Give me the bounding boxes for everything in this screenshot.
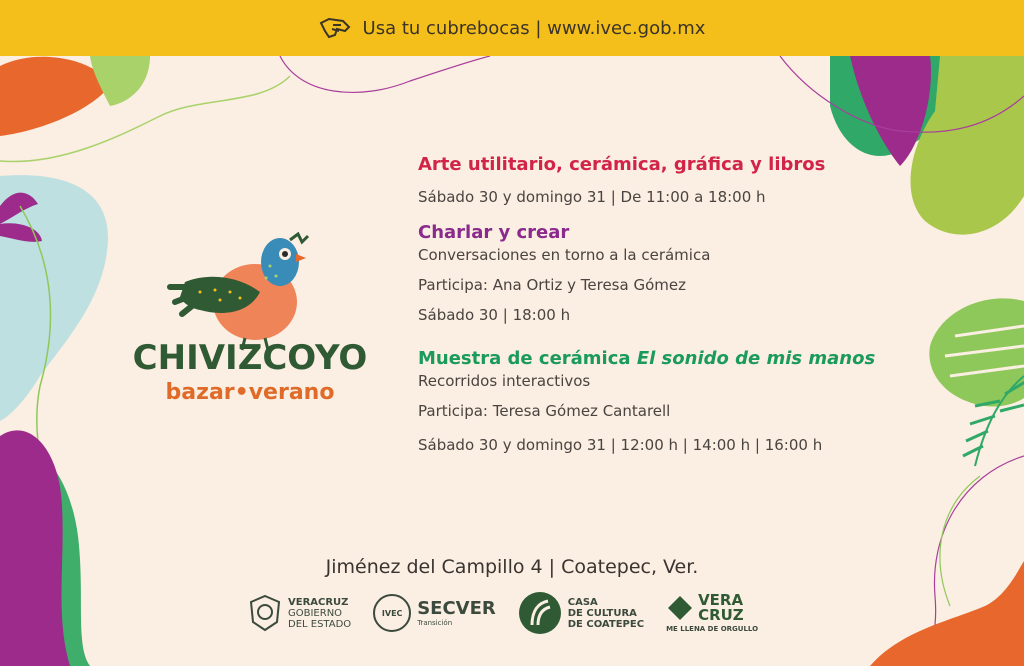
event-3-participants: Participa: Teresa Gómez Cantarell xyxy=(418,402,671,420)
event-2-desc: Conversaciones en torno a la cerámica xyxy=(418,246,711,264)
ivec-mark-text: IVEC xyxy=(381,608,403,618)
secver-tag: Transición xyxy=(417,619,453,627)
hand-sanitizer-icon xyxy=(319,15,353,41)
event-3-desc: Recorridos interactivos xyxy=(418,372,591,390)
casa-cultura-emblem-icon xyxy=(518,591,562,635)
event-3 xyxy=(418,347,898,455)
secver-name: SECVER xyxy=(417,598,496,619)
state-seal-icon xyxy=(248,594,282,632)
events-list xyxy=(418,153,898,455)
gov-line-3: DEL ESTADO xyxy=(288,618,352,630)
gov-line-2: GOBIERNO xyxy=(288,607,343,619)
veracruz-pattern-icon xyxy=(666,594,694,622)
banner-text: Usa tu cubrebocas | www.ivec.gob.mx xyxy=(362,17,706,39)
sponsor-logos xyxy=(248,588,758,638)
casa-cultura-logo xyxy=(518,591,644,635)
event-1-schedule: Sábado 30 y domingo 31 | De 11:00 a 18:00 h xyxy=(418,188,766,206)
veracruz-government-logo xyxy=(248,594,351,632)
green-leaf-decor xyxy=(90,56,150,106)
casa-line-3: DE COATEPEC xyxy=(567,618,645,630)
top-banner xyxy=(0,0,1024,56)
veracruz-brand-tag: ME LLENA DE ORGULLO xyxy=(666,625,759,633)
gov-line-1: VERACRUZ xyxy=(288,596,349,608)
brand-lockup xyxy=(118,338,382,408)
event-3-title xyxy=(418,347,898,371)
event-2-participants: Participa: Ana Ortiz y Teresa Gómez xyxy=(418,276,686,294)
casa-line-1: CASA xyxy=(567,596,598,608)
purple-line-decor xyxy=(280,56,490,92)
event-3-title-plain: Muestra de cerámica xyxy=(418,348,637,369)
veracruz-brand-top: VERA xyxy=(698,591,744,609)
casa-line-2: DE CULTURA xyxy=(567,607,637,619)
event-3-schedule: Sábado 30 y domingo 31 | 12:00 h | 14:00 h | 16:00 h xyxy=(418,436,823,454)
event-3-title-italic: El sonido de mis manos xyxy=(636,348,876,369)
green-line-bottom-right xyxy=(940,476,980,606)
purple-blob-bottom-left xyxy=(0,430,70,666)
event-2-schedule: Sábado 30 | 18:00 h xyxy=(418,306,571,324)
veracruz-brand-logo xyxy=(666,593,758,633)
secver-logo xyxy=(373,594,496,632)
event-1 xyxy=(418,153,898,207)
event-1-title: Arte utilitario, cerámica, gráfica y libros xyxy=(418,154,826,175)
venue-address: Jiménez del Campillo 4 | Coatepec, Ver. xyxy=(325,556,699,578)
veracruz-brand-bottom: CRUZ xyxy=(698,606,744,624)
brand-name: CHIVIZCOYO xyxy=(132,338,368,378)
event-2 xyxy=(418,221,898,325)
event-2-title: Charlar y crear xyxy=(418,222,570,243)
brand-subtitle: bazar•verano xyxy=(165,380,335,405)
ivec-mark-icon xyxy=(373,594,411,632)
